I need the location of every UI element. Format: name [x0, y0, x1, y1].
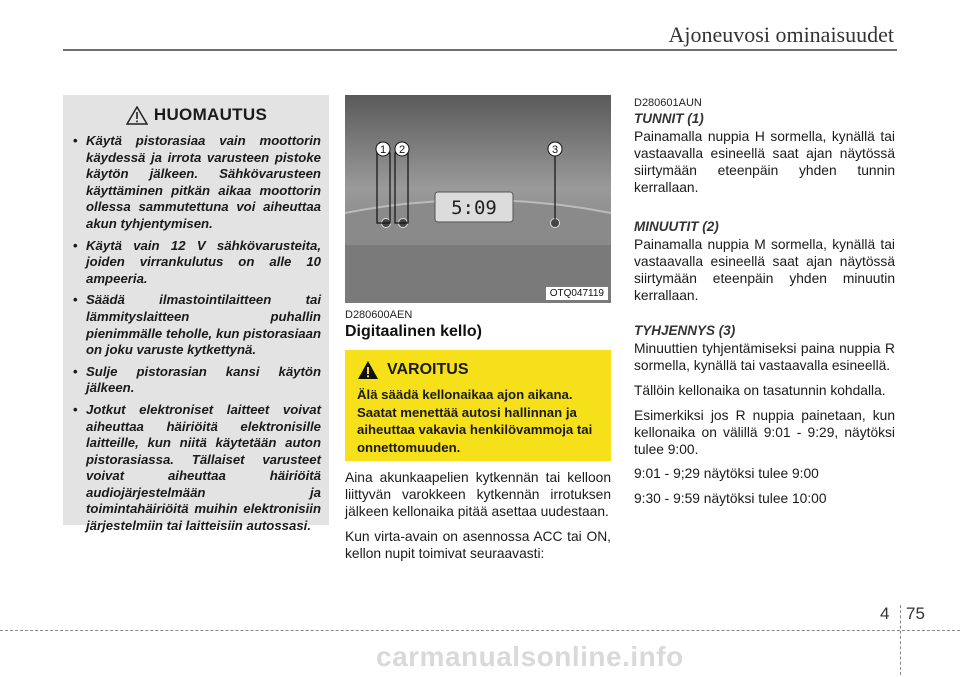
- caution-item: • Käytä pistorasiaa vain moottorin käydessä ja irrota varusteen pistoke käytön jälkeen. Sähkövarusteen käyttäminen pitkän aikaa moottorin ollessa sammutettuna voi aiheuttaa akun tyhjentymisen.: [72, 133, 321, 233]
- minutes-text: [634, 237, 895, 313]
- caution-item: • Käytä vain 12 V sähkövarusteita, joiden virrankulutus on alle 10 ampeeria.: [72, 238, 321, 288]
- paragraph: Aina akunkaapelien kytkennän tai kelloon liittyvän varokkeen kytkennän irrotuksen jälkeen kellonaika pitää asettaa uudestaan.: [345, 470, 611, 519]
- caution-header: [72, 105, 321, 125]
- chapter-number: 4: [880, 604, 890, 623]
- clock-display-text: 5:09: [451, 197, 497, 219]
- paragraph: Tällöin kellonaika on tasatunnin kohdalla.: [634, 382, 886, 398]
- warning-title: VAROITUS: [387, 361, 469, 378]
- paragraph: 9:30 - 9:59 näytöksi tulee 10:00: [634, 491, 827, 507]
- footer-divider: [0, 630, 960, 631]
- caution-box: [63, 95, 329, 534]
- callout-label: 3: [551, 144, 559, 156]
- section-ref-code: D280600AEN: [345, 309, 413, 321]
- clock-figure: [345, 95, 611, 303]
- page-number: 75: [906, 604, 925, 623]
- paragraph: Kun virta-avain on asennossa ACC tai ON, kellon nupit toimivat seuraavasti:: [345, 528, 611, 561]
- callout-label: 1: [379, 144, 387, 156]
- paragraph: 9:01 - 9;29 näytöksi tulee 9:00: [634, 466, 819, 482]
- section-heading: Digitaalinen kello): [345, 323, 482, 340]
- warning-header: [357, 360, 601, 380]
- paragraph: Painamalla nuppia H sormella, kynällä tai vastaavalla esineellä saat ajan näytössä siirtymään eteenpäin yhden tunnin kerrallaan.: [634, 129, 895, 195]
- footer-vertical-divider: [900, 605, 901, 675]
- figure-code: OTQ047119: [546, 287, 608, 300]
- reset-text: [634, 341, 895, 516]
- warning-triangle-icon: [126, 106, 148, 125]
- header-divider: [63, 49, 897, 51]
- caution-title: HUOMAUTUS: [153, 105, 268, 124]
- clock-intro-text: [345, 470, 611, 571]
- paragraph: Painamalla nuppia M sormella, kynällä tai vastaavalla esineellä saat ajan näytössä siirtymään eteenpäin yhden minuutin kerrallaan.: [634, 237, 895, 303]
- caution-item: • Sulje pistorasian kansi käytön jälkeen.: [72, 364, 321, 397]
- warning-triangle-icon: [357, 360, 379, 380]
- caution-list: [72, 133, 321, 535]
- page-header-title: Ajoneuvosi ominaisuudet: [668, 22, 894, 47]
- watermark: carmanualsonline.info: [376, 641, 684, 672]
- section-ref-code: D280601AUN: [634, 97, 702, 109]
- paragraph: Esimerkiksi jos R nuppia painetaan, kun kellonaika on välillä 9:01 - 9:29, näytöksi tulee 9:00.: [634, 407, 895, 457]
- warning-box: [345, 350, 611, 461]
- paragraph: Minuuttien tyhjentämiseksi paina nuppia R sormella, kynällä tai vastaavalla esineellä.: [634, 341, 895, 373]
- hours-heading: TUNNIT (1): [634, 111, 704, 126]
- clock-illustration: [345, 95, 611, 303]
- reset-knob: [551, 219, 560, 228]
- reset-heading: TYHJENNYS (3): [634, 323, 736, 338]
- callout-label: 2: [398, 144, 406, 156]
- caution-item: • Jotkut elektroniset laitteet voivat aiheuttaa häiriöitä elektronisille laitteille, kun niitä käytetään auton pistorasiassa. Tällaiset varusteet voivat aiheuttaa häiriöitä audiojärjestelmään ja toimintahäiriöitä muihin elektronisiin järjestelmiin tai laitteisiin autossasi.: [72, 402, 321, 535]
- hours-text: [634, 129, 895, 205]
- minutes-heading: MINUUTIT (2): [634, 219, 719, 234]
- warning-text: Älä säädä kellonaikaa ajon aikana. Saatat menettää autosi hallinnan ja aiheuttaa vakavia henkilövammoja tai onnettomuuden.: [357, 387, 593, 455]
- caution-item: • Säädä ilmastointilaitteen tai lämmityslaitteen puhallin pienimmälle teholle, kun pistorasiaan on joku varuste kytkettynä.: [72, 292, 321, 358]
